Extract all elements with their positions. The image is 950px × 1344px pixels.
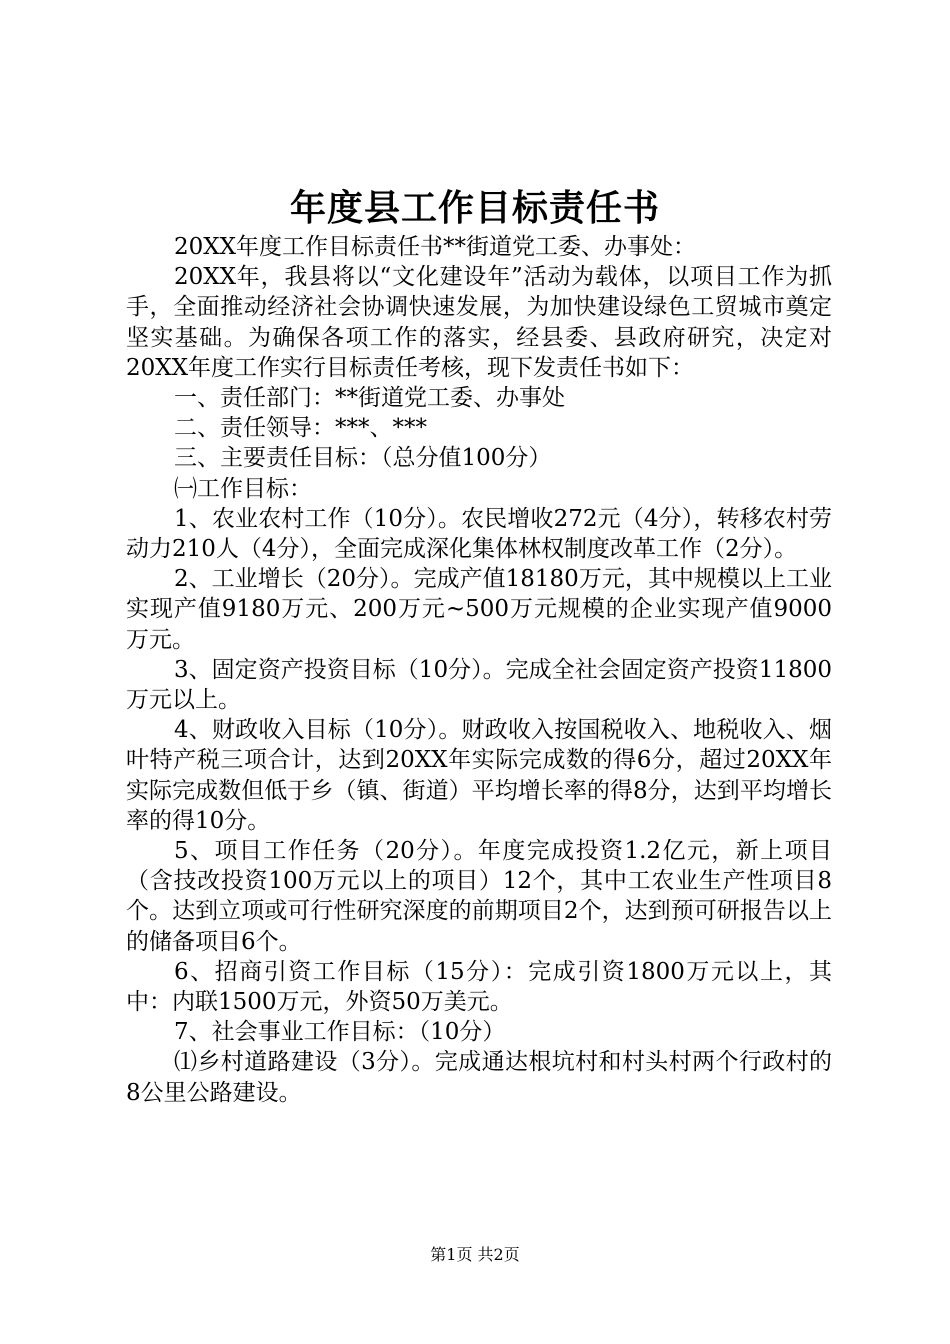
- paragraph-goal-roads: ⑴乡村道路建设（3分）。完成通达根坑村和村头村两个行政村的8公里公路建设。: [126, 1049, 832, 1106]
- paragraph-goal-agriculture: 1、农业农村工作（10分）。农民增收272元（4分），转移农村劳动力210人（4分），全面完成深化集体林权制度改革工作（2分）。: [126, 505, 832, 563]
- paragraph-intro: 20XX年，我县将以“文化建设年”活动为载体，以项目工作为抓手，全面推动经济社会协调快速发展，为加快建设绿色工贸城市奠定坚实基础。为确保各项工作的落实，经县委、县政府研究，决定对20XX年度工作实行目标责任考核，现下发责任书如下：: [126, 264, 832, 381]
- paragraph-goal-social: 7、社会事业工作目标：（10分）: [174, 1019, 506, 1046]
- document-title: 年度县工作目标责任书: [289, 187, 660, 229]
- paragraph-goal-investment: 6、招商引资工作目标（15分）：完成引资1800万元以上，其中：内联1500万元，外资50万美元。: [126, 958, 832, 1016]
- paragraph-goal-projects: 5、项目工作任务（20分）。年度完成投资1.2亿元，新上项目（含技改投资100万元以上的项目）12个，其中工农业生产性项目8个。达到立项或可行性研究深度的前期项目2个，达到预可研报告以上的储备项目6个。: [126, 838, 832, 955]
- paragraph-goal-fixed-assets: 3、固定资产投资目标（10分）。完成全社会固定资产投资11800万元以上。: [126, 656, 832, 714]
- paragraph-department: 一、责任部门：**街道党工委、办事处: [174, 385, 565, 412]
- paragraph-salutation: 20XX年度工作目标责任书**街道党工委、办事处：: [174, 234, 697, 260]
- paragraph-work-goals-heading: ㈠工作目标：: [174, 475, 312, 502]
- paragraph-goal-industry: 2、工业增长（20分）。完成产值18180万元，其中规模以上工业实现产值9180万元、200万元~500万元规模的企业实现产值9000万元。: [126, 566, 832, 653]
- document-body: [126, 232, 832, 1108]
- paragraph-leaders: 二、责任领导：***、***: [174, 415, 427, 442]
- page-number: 第1页 共2页: [430, 1245, 520, 1264]
- paragraph-goal-fiscal: 4、财政收入目标（10分）。财政收入按国税收入、地税收入、烟叶特产税三项合计，达到20XX年实际完成数的得6分，超过20XX年实际完成数但低于乡（镇、街道）平均增长率的得8分，达到平均增长率的得10分。: [126, 717, 832, 834]
- paragraph-main-goals: 三、主要责任目标：（总分值100分）: [174, 445, 552, 472]
